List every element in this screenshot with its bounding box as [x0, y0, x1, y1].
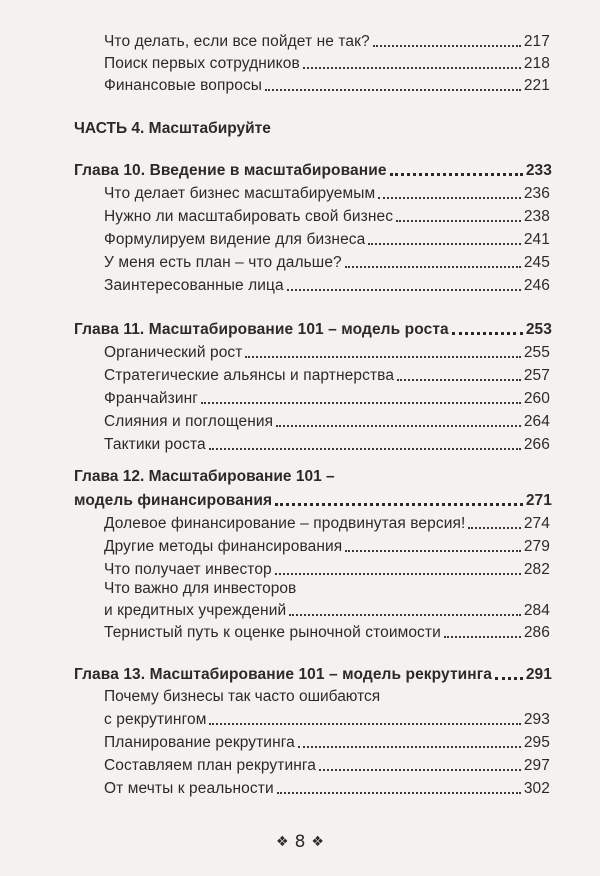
toc-entry-title-line: Почему бизнесы так часто ошибаются — [104, 688, 381, 705]
toc-entry — [104, 535, 550, 557]
toc-entry — [104, 251, 550, 273]
toc-entry — [104, 52, 550, 74]
chapter-title: Глава 10. Введение в масштабирование — [74, 162, 387, 179]
toc-entry-title: Органический рост — [104, 344, 243, 361]
leader-dots — [275, 573, 521, 575]
toc-entry-title-line: Что важно для инвесторов — [104, 580, 297, 597]
leader-dots — [396, 220, 521, 222]
toc-entry — [104, 731, 550, 753]
chapter-title: Глава 11. Масштабирование 101 – модель роста — [74, 321, 449, 338]
toc-entry-page: 264 — [523, 413, 550, 430]
toc-entry — [104, 274, 550, 296]
ornament-icon: ❖ — [276, 834, 289, 850]
leader-dots — [373, 45, 521, 47]
toc-entry-page: 274 — [523, 515, 550, 532]
leader-dots — [468, 527, 520, 529]
leader-dots — [397, 379, 521, 381]
toc-entry-title: Поиск первых сотрудников — [104, 55, 300, 72]
chapter-page: 233 — [525, 162, 552, 179]
toc-entry-page: 266 — [523, 436, 550, 453]
leader-dots — [265, 89, 521, 91]
leader-dots — [390, 173, 523, 176]
chapter-heading — [74, 318, 552, 340]
toc-entry-page: 255 — [523, 344, 550, 361]
page-footer — [0, 832, 600, 852]
toc-entry — [104, 341, 550, 363]
toc-entry-page: 282 — [523, 561, 550, 578]
toc-entry — [104, 433, 550, 455]
part-title: ЧАСТЬ 4. Масштабируйте — [74, 120, 271, 137]
leader-dots — [345, 266, 521, 268]
leader-dots — [287, 289, 521, 291]
toc-entry-page: 245 — [523, 254, 550, 271]
toc-entry-page: 279 — [523, 538, 550, 555]
toc-entry — [104, 558, 550, 580]
toc-entry — [104, 387, 550, 409]
toc-entry-page: 246 — [523, 277, 550, 294]
leader-dots — [444, 636, 521, 638]
leader-dots — [303, 67, 521, 69]
toc-entry — [104, 621, 550, 643]
leader-dots — [378, 197, 521, 199]
ornament-icon: ❖ — [311, 834, 324, 850]
toc-entry-title: Формулируем видение для бизнеса — [104, 231, 366, 248]
toc-entry — [104, 410, 550, 432]
toc-entry-page: 293 — [523, 711, 550, 728]
toc-entry-page: 295 — [523, 734, 550, 751]
toc-entry-page: 286 — [523, 624, 550, 641]
chapter-heading — [74, 663, 552, 685]
leader-dots — [209, 723, 520, 725]
toc-entry-title: Заинтересованные лица — [104, 277, 284, 294]
leader-dots — [452, 332, 523, 335]
leader-dots — [245, 356, 520, 358]
toc-entry-title: Нужно ли масштабировать свой бизнес — [104, 208, 394, 225]
toc-entry-title: Что делать, если все пойдет не так? — [104, 33, 370, 50]
toc-entry-title: Тактики роста — [104, 436, 206, 453]
toc-entry-title: Долевое финансирование – продвинутая версия! — [104, 515, 466, 532]
toc-entry-page: 238 — [523, 208, 550, 225]
toc-entry — [104, 228, 550, 250]
toc-entry-title: Составляем план рекрутинга — [104, 757, 317, 774]
toc-entry — [104, 512, 550, 534]
toc-entry-page: 260 — [523, 390, 550, 407]
chapter-title-line: Глава 12. Масштабирование 101 – — [74, 468, 335, 485]
leader-dots — [319, 769, 521, 771]
toc-entry — [104, 599, 550, 621]
toc-entry-page: 217 — [523, 33, 550, 50]
chapter-title: Глава 13. Масштабирование 101 – модель рекрутинга — [74, 666, 492, 683]
toc-entry-page: 257 — [523, 367, 550, 384]
toc-entry — [104, 708, 550, 730]
toc-entry-title: Что получает инвестор — [104, 561, 272, 578]
chapter-heading — [74, 489, 552, 511]
toc-entry-page: 241 — [523, 231, 550, 248]
chapter-heading — [74, 159, 552, 181]
toc-entry-title: с рекрутингом — [104, 711, 207, 728]
leader-dots — [495, 677, 523, 680]
leader-dots — [289, 614, 521, 616]
toc-entry — [104, 364, 550, 386]
leader-dots — [368, 243, 520, 245]
toc-entry — [104, 777, 550, 799]
toc-entry-page: 218 — [523, 55, 550, 72]
leader-dots — [298, 746, 521, 748]
toc-entry-title: Что делает бизнес масштабируемым — [104, 185, 376, 202]
toc-entry-page: 302 — [523, 780, 550, 797]
toc-entry-title: От мечты к реальности — [104, 780, 274, 797]
chapter-page: 291 — [525, 666, 552, 683]
toc-entry — [104, 30, 550, 52]
chapter-title: модель финансирования — [74, 492, 273, 509]
leader-dots — [201, 402, 521, 404]
leader-dots — [209, 448, 521, 450]
toc-entry-title: Слияния и поглощения — [104, 413, 274, 430]
toc-entry-title: У меня есть план – что дальше? — [104, 254, 342, 271]
toc-entry — [104, 205, 550, 227]
toc-entry-title: Финансовые вопросы — [104, 77, 263, 94]
leader-dots — [275, 503, 523, 506]
page-number: 8 — [294, 832, 306, 852]
toc-entry — [104, 182, 550, 204]
toc-entry-title: Планирование рекрутинга — [104, 734, 295, 751]
toc-entry-title: Стратегические альянсы и партнерства — [104, 367, 395, 384]
toc-entry-page: 297 — [523, 757, 550, 774]
toc-entry — [104, 754, 550, 776]
toc-entry-page: 284 — [523, 602, 550, 619]
toc-entry-title: Другие методы финансирования — [104, 538, 343, 555]
toc-entry-page: 221 — [523, 77, 550, 94]
toc-entry — [104, 74, 550, 96]
leader-dots — [345, 550, 521, 552]
toc-entry-page: 236 — [523, 185, 550, 202]
toc-entry-title: и кредитных учреждений — [104, 602, 287, 619]
chapter-page: 253 — [525, 321, 552, 338]
chapter-page: 271 — [525, 492, 552, 509]
leader-dots — [276, 425, 521, 427]
toc-entry-title: Франчайзинг — [104, 390, 199, 407]
leader-dots — [277, 792, 521, 794]
toc-entry-title: Тернистый путь к оценке рыночной стоимости — [104, 624, 441, 641]
